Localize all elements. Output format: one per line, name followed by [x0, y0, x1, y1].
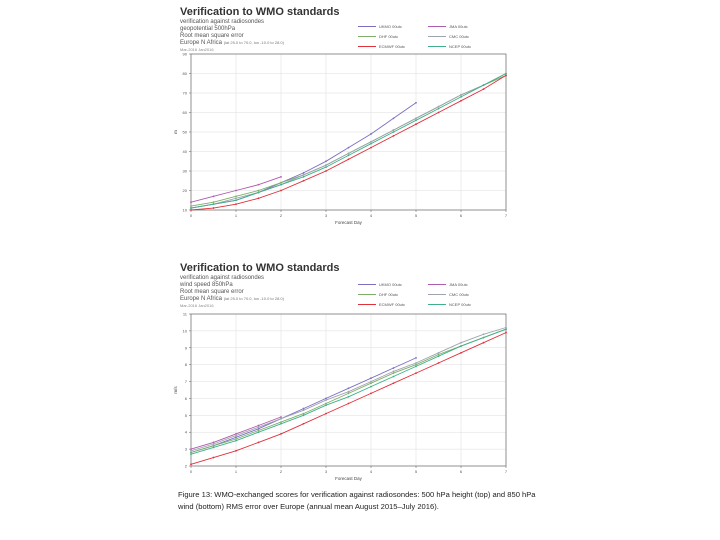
data-point-ncep — [213, 203, 215, 205]
legend-label: ECMWF 00utc — [379, 302, 406, 307]
data-point-cmc — [190, 450, 192, 452]
x-tick-label: 3 — [324, 469, 328, 474]
y-tick-label: 6 — [184, 395, 187, 401]
data-point-ecmwf — [303, 423, 305, 425]
data-point-ecmwf — [438, 362, 440, 364]
data-point-jma — [213, 441, 215, 443]
data-point-ecmwf — [370, 392, 372, 394]
y-axis-label: m/s — [173, 386, 178, 394]
x-tick-label: 7 — [504, 213, 508, 218]
data-point-ukmo — [348, 387, 350, 389]
data-point-ecmwf — [438, 112, 440, 114]
x-tick-label: 5 — [414, 213, 418, 218]
data-point-ukmo — [325, 160, 327, 162]
plot-frame — [191, 314, 506, 466]
data-point-dwd — [438, 354, 440, 356]
data-point-cmc — [235, 197, 237, 199]
data-point-ukmo — [393, 367, 395, 369]
data-point-ecmwf — [213, 207, 215, 209]
data-point-ncep — [303, 176, 305, 178]
x-axis-label: Forecast Day — [335, 476, 362, 481]
data-point-cmc — [370, 381, 372, 383]
data-point-ncep — [460, 345, 462, 347]
y-axis-label: m — [173, 130, 178, 134]
y-tick-label: 4 — [184, 429, 187, 435]
data-point-dwd — [393, 372, 395, 374]
data-point-ncep — [190, 207, 192, 209]
y-tick-label: 10 — [182, 328, 187, 334]
data-point-ecmwf — [258, 441, 260, 443]
data-point-jma — [235, 190, 237, 192]
x-tick-label: 2 — [279, 469, 283, 474]
chart-subtitle-line: Root mean square error — [180, 33, 244, 39]
data-point-ncep — [393, 131, 395, 133]
data-point-dwd — [280, 182, 282, 184]
legend-label: UKMO 00utc — [379, 282, 402, 287]
x-tick-label: 3 — [324, 213, 328, 218]
data-point-ncep — [258, 192, 260, 194]
data-point-ecmwf — [460, 352, 462, 354]
x-tick-label: 4 — [369, 213, 373, 218]
data-point-ncep — [415, 365, 417, 367]
x-tick-label: 6 — [459, 469, 463, 474]
chart-subtitle-line: geopotential 500hPa — [180, 26, 236, 32]
data-point-dwd — [190, 205, 192, 207]
legend-label: UKMO 00utc — [379, 24, 402, 29]
data-point-jma — [190, 448, 192, 450]
line-chart-850hpa — [162, 262, 522, 484]
data-point-ecmwf — [325, 413, 327, 415]
data-point-cmc — [348, 391, 350, 393]
data-point-ecmwf — [190, 463, 192, 465]
legend-label: ECMWF 00utc — [379, 44, 406, 49]
data-point-cmc — [258, 426, 260, 428]
data-point-cmc — [235, 435, 237, 437]
data-point-dwd — [280, 421, 282, 423]
legend-label: NCEP 00utc — [449, 44, 471, 49]
chart-title: Verification to WMO standards — [180, 262, 340, 274]
figure-caption: Figure 13: WMO-exchanged scores for verification against radiosondes: 500 hPa height (top) and 850 hPa wind (bottom) RMS error over Europe (annual mean August 2015–July 2016). — [178, 490, 536, 511]
data-point-ukmo — [325, 398, 327, 400]
data-point-ncep — [303, 414, 305, 416]
data-point-ecmwf — [213, 457, 215, 459]
data-point-dwd — [258, 430, 260, 432]
series-line-ukmo — [191, 103, 416, 208]
data-point-ecmwf — [280, 190, 282, 192]
data-point-cmc — [280, 418, 282, 420]
data-point-ukmo — [415, 102, 417, 104]
x-tick-label: 1 — [234, 469, 238, 474]
data-point-ukmo — [258, 428, 260, 430]
data-point-dwd — [235, 195, 237, 197]
data-point-ukmo — [303, 408, 305, 410]
data-point-jma — [280, 176, 282, 178]
series-line-cmc — [191, 74, 506, 209]
x-tick-label: 1 — [234, 213, 238, 218]
chart-region: Europe N Africa — [180, 40, 223, 46]
x-tick-label: 7 — [504, 469, 508, 474]
data-point-ncep — [258, 431, 260, 433]
data-point-ncep — [505, 73, 507, 75]
data-point-ukmo — [370, 133, 372, 135]
data-point-ecmwf — [258, 197, 260, 199]
y-tick-label: 60 — [182, 110, 187, 115]
y-tick-label: 40 — [182, 149, 187, 154]
data-point-ecmwf — [393, 382, 395, 384]
data-point-cmc — [438, 106, 440, 108]
chart-subtitle-line: verification against radiosondes — [180, 275, 265, 281]
data-point-jma — [235, 433, 237, 435]
chart-region-detail: (lat 25.0 to 70.0, lon -10.0 to 28.0) — [223, 40, 284, 45]
data-point-dwd — [303, 413, 305, 415]
data-point-ecmwf — [505, 332, 507, 334]
y-tick-label: 11 — [182, 311, 187, 317]
data-point-cmc — [460, 94, 462, 96]
data-point-ncep — [438, 355, 440, 357]
data-point-ecmwf — [370, 147, 372, 149]
data-point-ukmo — [235, 436, 237, 438]
data-point-ncep — [280, 423, 282, 425]
data-point-dwd — [415, 364, 417, 366]
data-point-ecmwf — [505, 75, 507, 77]
data-point-ukmo — [393, 117, 395, 119]
series-line-ncep — [191, 74, 506, 209]
chart-period: Mar-2016 Jan2016 — [180, 47, 214, 52]
data-point-ecmwf — [460, 100, 462, 102]
data-point-ncep — [348, 396, 350, 398]
data-point-ncep — [190, 453, 192, 455]
legend-label: JMA 00utc — [449, 282, 468, 287]
chart-subtitle-line: verification against radiosondes — [180, 19, 265, 25]
y-tick-label: 30 — [182, 168, 187, 174]
y-tick-label: 2 — [184, 463, 187, 469]
x-tick-label: 0 — [189, 469, 193, 474]
data-point-cmc — [505, 327, 507, 329]
x-tick-label: 6 — [459, 213, 463, 218]
data-point-ukmo — [370, 377, 372, 379]
y-tick-label: 3 — [184, 446, 187, 452]
x-tick-label: 5 — [414, 469, 418, 474]
data-point-ncep — [213, 447, 215, 449]
data-point-jma — [280, 416, 282, 418]
chart-period: Mar-2016 Jan2016 — [180, 303, 214, 308]
data-point-ecmwf — [190, 209, 192, 211]
data-point-dwd — [213, 445, 215, 447]
data-point-ecmwf — [348, 158, 350, 160]
legend-label: JMA 00utc — [449, 24, 468, 29]
y-tick-label: 9 — [184, 345, 187, 351]
legend-label: DHF 00utc — [379, 34, 399, 39]
y-tick-label: 10 — [182, 207, 187, 213]
line-chart-500hpa — [162, 6, 522, 238]
data-point-dwd — [370, 382, 372, 384]
data-point-cmc — [438, 352, 440, 354]
data-point-cmc — [303, 174, 305, 176]
data-point-ncep — [460, 96, 462, 98]
legend-label: CMC 00utc — [449, 292, 470, 297]
data-point-cmc — [460, 342, 462, 344]
data-point-ecmwf — [393, 135, 395, 137]
y-tick-label: 80 — [182, 71, 187, 76]
data-point-cmc — [415, 117, 417, 119]
y-tick-label: 8 — [184, 362, 187, 368]
y-tick-label: 7 — [184, 379, 187, 385]
data-point-ukmo — [303, 172, 305, 174]
data-point-jma — [213, 195, 215, 197]
data-point-cmc — [393, 129, 395, 131]
chart-region-detail: (lat 25.0 to 70.0, lon -10.0 to 28.0) — [223, 296, 284, 301]
data-point-dwd — [190, 452, 192, 454]
data-point-cmc — [483, 333, 485, 335]
chart-panel-850hpa-wind — [162, 262, 522, 484]
data-point-ncep — [438, 108, 440, 110]
data-point-cmc — [370, 141, 372, 143]
data-point-ncep — [370, 143, 372, 145]
data-point-ncep — [325, 404, 327, 406]
data-point-ecmwf — [483, 88, 485, 90]
data-point-dwd — [348, 392, 350, 394]
data-point-ncep — [483, 337, 485, 339]
chart-title: Verification to WMO standards — [180, 6, 340, 18]
data-point-cmc — [325, 164, 327, 166]
series-line-dwd — [191, 75, 506, 206]
data-point-cmc — [213, 443, 215, 445]
legend-label: DHF 00utc — [379, 292, 399, 297]
data-point-ecmwf — [303, 180, 305, 182]
y-tick-label: 5 — [184, 412, 187, 418]
data-point-jma — [258, 425, 260, 427]
data-point-jma — [258, 184, 260, 186]
data-point-dwd — [213, 201, 215, 203]
data-point-cmc — [393, 371, 395, 373]
y-tick-label: 90 — [182, 51, 187, 57]
data-point-ukmo — [348, 147, 350, 149]
x-tick-label: 2 — [279, 213, 283, 218]
data-point-dwd — [258, 190, 260, 192]
data-point-ncep — [483, 84, 485, 86]
data-point-ecmwf — [415, 123, 417, 125]
x-axis-label: Forecast Day — [335, 220, 362, 225]
data-point-dwd — [235, 438, 237, 440]
data-point-ncep — [235, 440, 237, 442]
data-point-cmc — [303, 409, 305, 411]
y-tick-label: 50 — [182, 129, 187, 135]
data-point-cmc — [325, 399, 327, 401]
data-point-ncep — [393, 376, 395, 378]
data-point-ncep — [370, 386, 372, 388]
data-point-ecmwf — [483, 342, 485, 344]
legend-label: CMC 00utc — [449, 34, 470, 39]
chart-region: Europe N Africa — [180, 296, 223, 302]
data-point-ncep — [325, 166, 327, 168]
data-point-ecmwf — [280, 433, 282, 435]
data-point-cmc — [348, 153, 350, 155]
y-tick-label: 70 — [182, 90, 187, 96]
data-point-ecmwf — [348, 403, 350, 405]
data-point-cmc — [415, 362, 417, 364]
data-point-jma — [190, 201, 192, 203]
x-tick-label: 0 — [189, 213, 193, 218]
data-point-ncep — [415, 119, 417, 121]
x-tick-label: 4 — [369, 469, 373, 474]
data-point-ecmwf — [415, 372, 417, 374]
data-point-ncep — [235, 199, 237, 201]
chart-subtitle-line: wind speed 850hPa — [180, 282, 233, 288]
data-point-dwd — [325, 403, 327, 405]
data-point-ecmwf — [325, 170, 327, 172]
legend-label: NCEP 00utc — [449, 302, 471, 307]
data-point-ukmo — [415, 357, 417, 359]
data-point-ncep — [505, 328, 507, 330]
data-point-ecmwf — [235, 203, 237, 205]
data-point-ncep — [348, 155, 350, 157]
data-point-ncep — [280, 184, 282, 186]
chart-subtitle-line: Root mean square error — [180, 289, 244, 295]
data-point-ecmwf — [235, 450, 237, 452]
y-tick-label: 20 — [182, 188, 187, 193]
chart-panel-500hpa-height — [162, 6, 522, 238]
